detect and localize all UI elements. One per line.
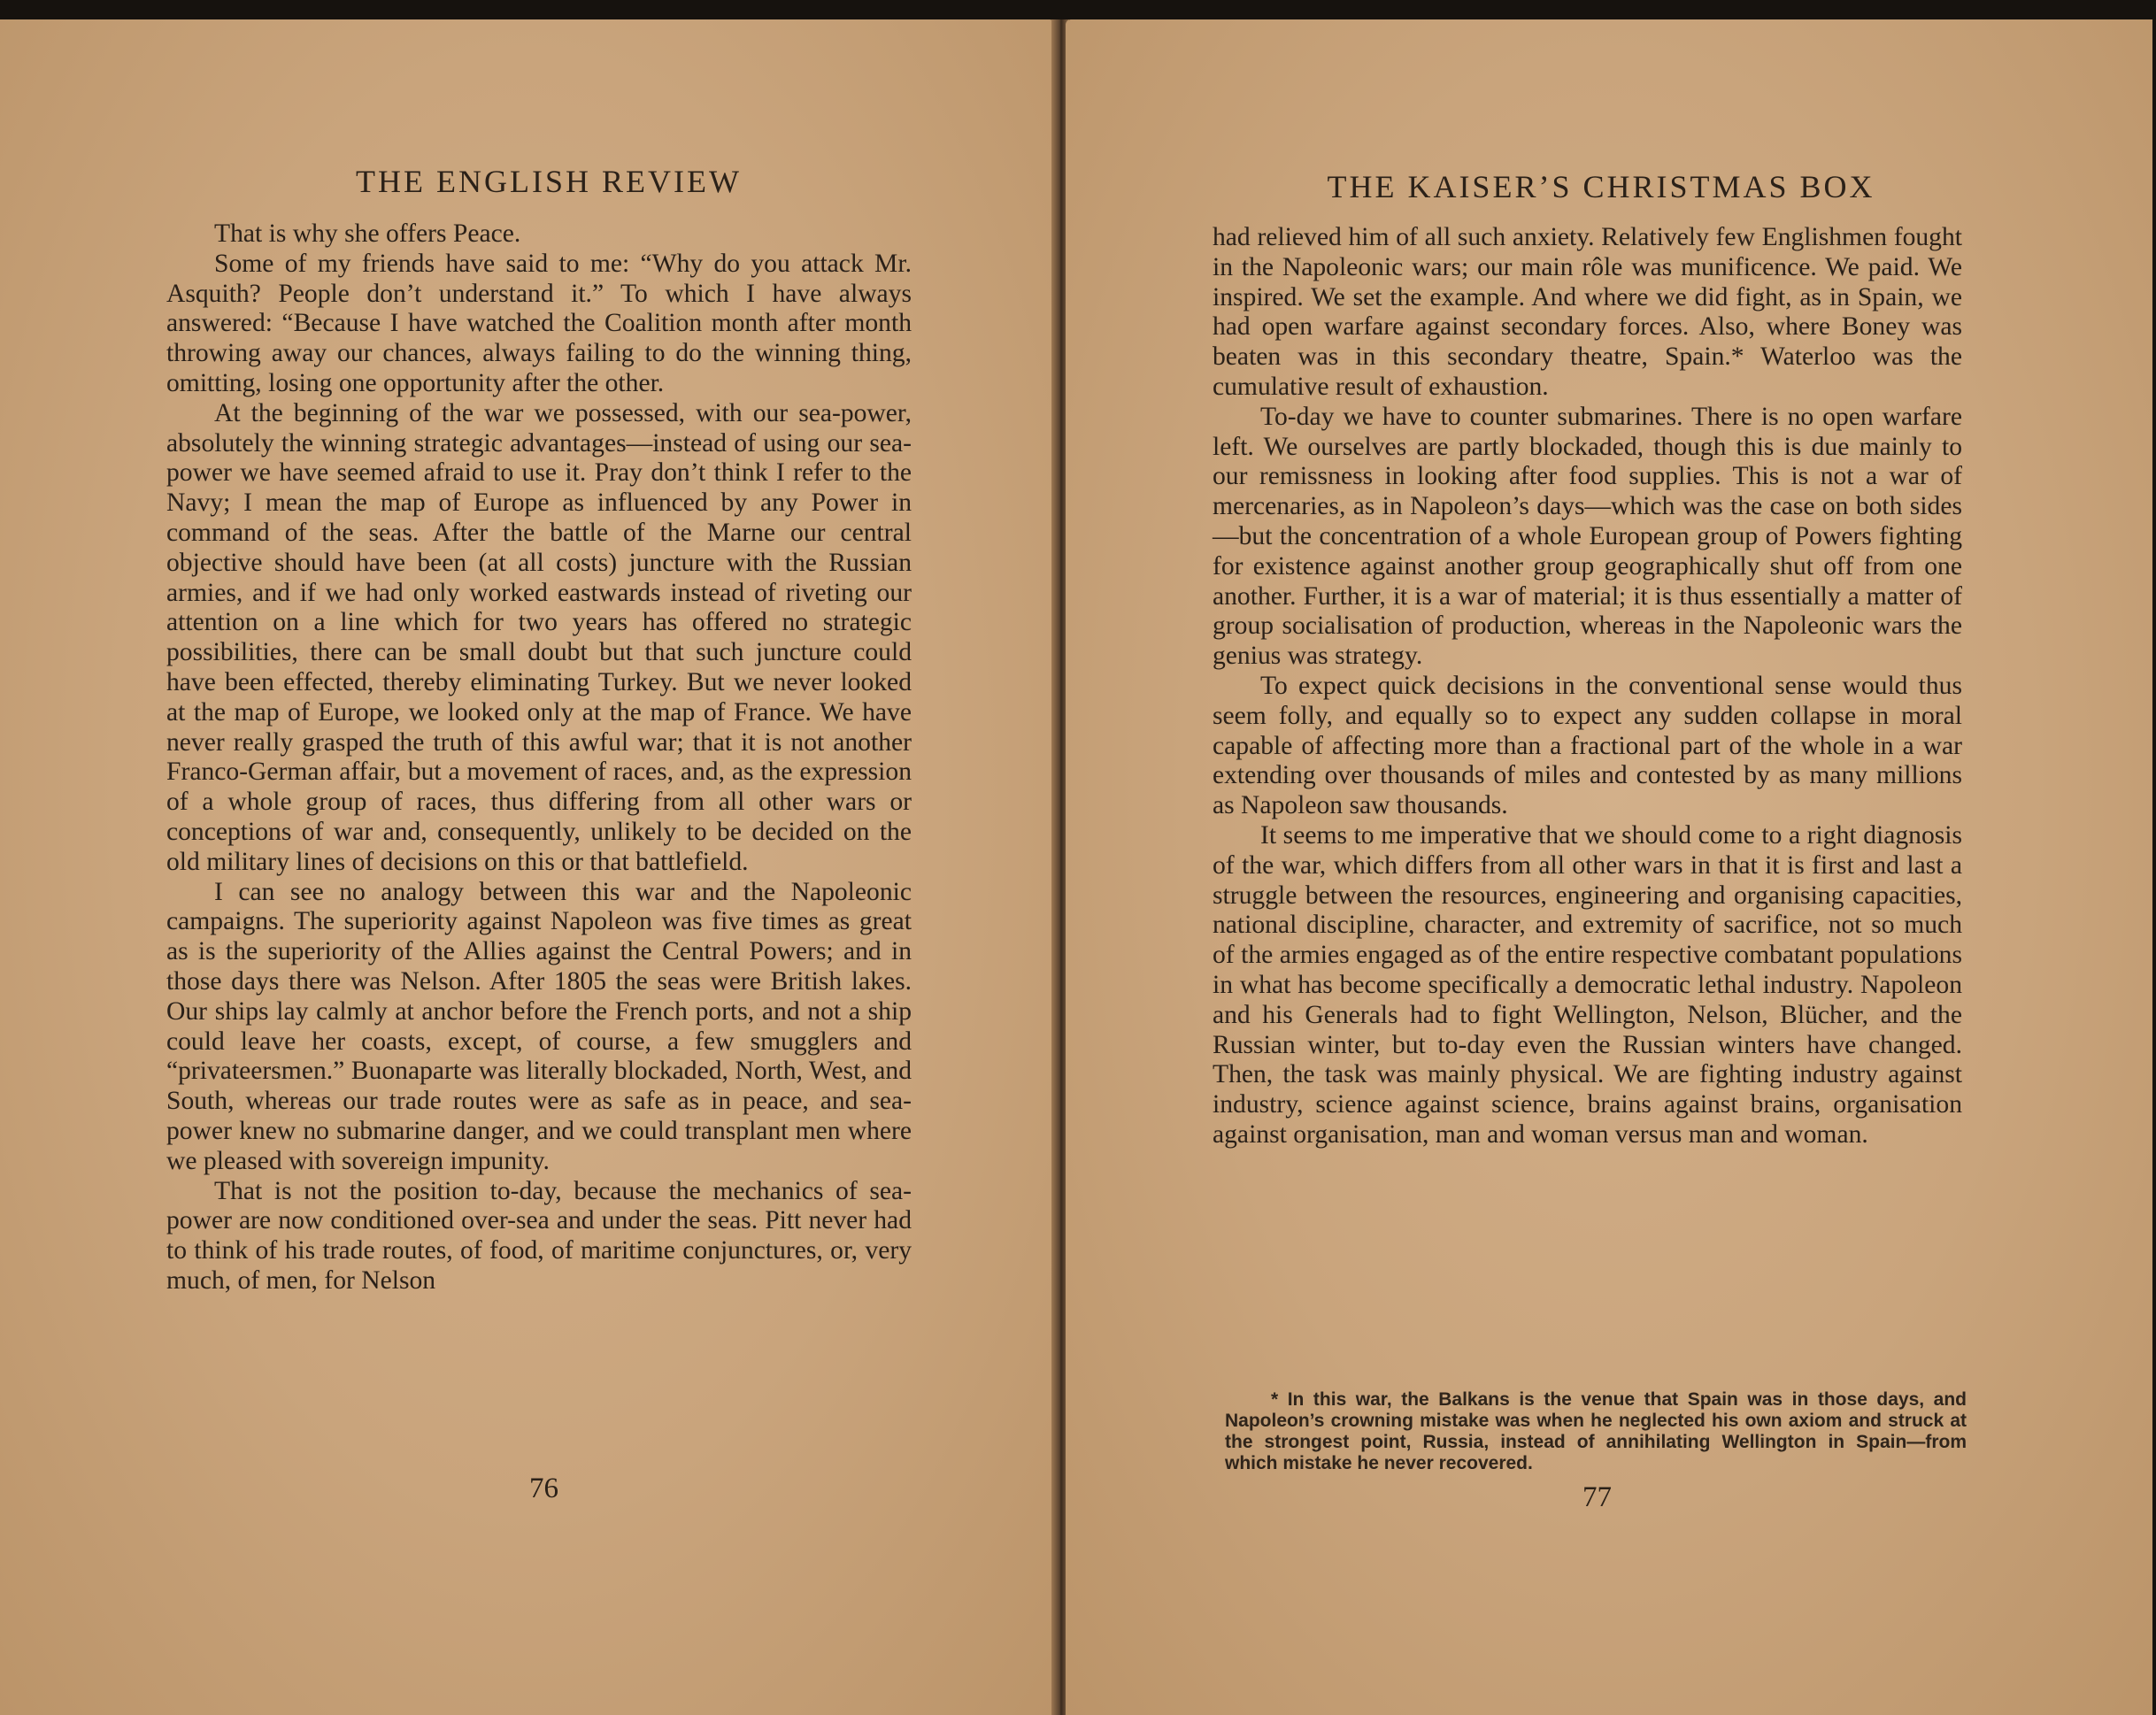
page-number-left: 76	[529, 1473, 558, 1504]
right-text-block	[1213, 223, 1962, 1150]
running-head-right: THE KAISER’S CHRISTMAS BOX	[1327, 169, 1875, 204]
paragraph: To-day we have to counter submarines. There is no open warfare left. We ourselves are partly blockaded, though this is due mainly to our remissness in looking after food supplies. This is not a war of mercenaries, as in Napoleon’s days—which was the case on both sides—but the concentration of a whole European group of Powers fighting for existence against another group geographically shut off from one another. Further, it is a war of material; it is thus essentially a matter of group socialisation of production, whereas in the Napoleonic wars the genius was strategy.	[1213, 402, 1962, 671]
running-head-left: THE ENGLISH REVIEW	[356, 164, 742, 199]
paragraph: It seems to me imperative that we should come to a right diagnosis of the war, which differs from all other wars in that it is first and last a struggle between the resources, engineering and organising capacities, national discipline, character, and extremity of sacrifice, not so much of the armies engaged as of the entire respective combatant populations in what has become specifically a democratic lethal industry. Napoleon and his Generals had to fight Wellington, Nelson, Blücher, and the Russian winter, but to-day even the Russian winters have changed. Then, the task was mainly physical. We are fighting industry against industry, science against science, brains against brains, organisation against organisation, man and woman versus man and woman.	[1213, 820, 1962, 1149]
right-page	[1066, 19, 2152, 1715]
left-text-block	[166, 219, 912, 1296]
paragraph: I can see no analogy between this war and the Napoleonic campaigns. The superiority against Napoleon was five times as great as is the superiority of the Allies against the Central Powers; and in those days there was Nelson. After 1805 the seas were British lakes. Our ships lay calmly at anchor before the French ports, and not a ship could leave her coasts, except, of course, a few smugglers and “privateersmen.” Buonaparte was literally blockaded, North, West, and South, whereas our trade routes were as safe as in peace, and sea-power knew no submarine danger, and we could transplant men where we pleased with sovereign impunity.	[166, 877, 912, 1175]
paragraph: That is why she offers Peace.	[214, 219, 521, 248]
paragraph: had relieved him of all such anxiety. Relatively few Englishmen fought in the Napoleonic wars; our main rôle was munificence. We paid. We inspired. We set the example. And where we did fight, as in Spain, we had open warfare against secondary forces. Also, where Boney was beaten was in this secondary theatre, Spain.* Waterloo was the cumulative result of exhaustion.	[1213, 223, 1962, 401]
page-number-right: 77	[1582, 1481, 1612, 1513]
paragraph: Some of my friends have said to me: “Why do you attack Mr. Asquith? People don’t understand it.” To which I have always answered: “Because I have watched the Coalition month after month throwing away our chances, always failing to do the winning thing, omitting, losing one opportunity after the other.	[166, 249, 912, 397]
paragraph: At the beginning of the war we possessed, with our sea-power, absolutely the winning strategic advantages—instead of using our sea-power we have seemed afraid to use it. Pray don’t think I refer to the Navy; I mean the map of Europe as influenced by any Power in command of the seas. After the battle of the Marne our central objective should have been (at all costs) juncture with the Russian armies, and if we had only worked eastwards instead of riveting our attention on a line which for two years has offered no strategic possibilities, there can be small doubt but that such juncture could have been effected, thereby eliminating Turkey. But we never looked at the map of Europe, we looked only at the map of France. We have never really grasped the truth of this awful war; that it is not another Franco-German affair, but a movement of races, and, as the expression of a whole group of races, thus differing from all other wars or conceptions of war and, consequently, unlikely to be decided on the old military lines of decisions on this or that battlefield.	[166, 398, 912, 876]
paragraph: That is not the position to-day, because the mechanics of sea-power are now conditioned over-sea and under the seas. Pitt never had to think of his trade routes, of food, of maritime conjunctures, or, very much, of men, for Nelson	[166, 1176, 912, 1295]
footnote: * In this war, the Balkans is the venue that Spain was in those days, and Napoleon’s crowning mistake was when he neglected his own axiom and struck at the strongest point, Russia, instead of annihilating Wellington in Spain—from which mistake he never recovered.	[1225, 1389, 1967, 1473]
left-page	[0, 19, 1055, 1715]
paragraph: To expect quick decisions in the conventional sense would thus seem folly, and equally so to expect any sudden collapse in moral capable of affecting more than a fractional part of the whole in a war extending over thousands of miles and contested by as many millions as Napoleon saw thousands.	[1213, 671, 1962, 820]
